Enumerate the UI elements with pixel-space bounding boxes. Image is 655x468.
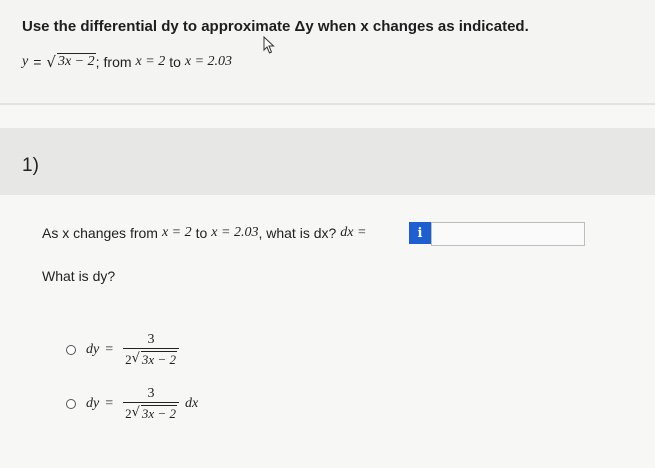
dx-question-suffix: , what is dx? [258,225,337,241]
choice-lhs: dy [86,342,100,357]
choice-equals: = [105,396,114,411]
mouse-cursor-icon [263,36,275,54]
fraction-numerator: 3 [147,386,155,401]
question-number: 1) [22,155,39,176]
problem-header [0,0,655,103]
dy-choice-2[interactable] [66,386,198,422]
dy-choice-1[interactable] [66,332,183,368]
fraction-numerator: 3 [147,332,155,347]
dx-question-to-label: to [195,225,208,241]
radio-button[interactable] [66,399,76,409]
range-separator: ; [95,54,100,70]
info-icon[interactable]: i [409,222,431,244]
sqrt-symbol-icon: √ [46,53,56,71]
fraction-denominator [123,348,179,368]
dx-question-from: x = 2 [161,225,192,240]
dx-question-prefix: As x changes from [42,225,158,241]
dx-question [42,225,366,241]
dy-question: What is dy? [42,268,116,284]
dx-question-to: x = 2.03 [211,225,259,240]
fraction-denominator [123,402,179,422]
dx-answer-label: dx = [340,225,367,240]
function-radicand: 3x − 2 [57,54,95,69]
function-sqrt [46,53,95,71]
problem-instruction: Use the differential dy to approximate Δy when x changes as indicated. [22,18,529,35]
sqrt-symbol-icon: √ [131,351,140,366]
radio-button[interactable] [66,345,76,355]
choice-lhs: dy [86,396,100,411]
choice-fraction [123,332,179,368]
sqrt-symbol-icon: √ [131,405,140,420]
range-to-label: to [169,54,181,70]
choice-equals: = [105,342,114,357]
range-from-value: x = 2 [135,54,166,69]
denominator-coefficient: 2 [125,405,132,421]
function-equals: = [33,54,42,70]
range-from-label: from [103,54,132,70]
denominator-coefficient: 2 [125,351,132,367]
denominator-radicand: 3x − 2 [141,352,176,367]
choice-fraction [123,386,179,422]
denominator-radicand: 3x − 2 [141,406,176,421]
header-divider [0,103,655,105]
function-definition [22,53,232,71]
choice-suffix: dx [184,396,199,411]
dx-answer-input[interactable] [431,222,585,246]
function-lhs: y [22,54,29,69]
range-to-value: x = 2.03 [184,54,233,69]
question-section-band [0,128,655,195]
